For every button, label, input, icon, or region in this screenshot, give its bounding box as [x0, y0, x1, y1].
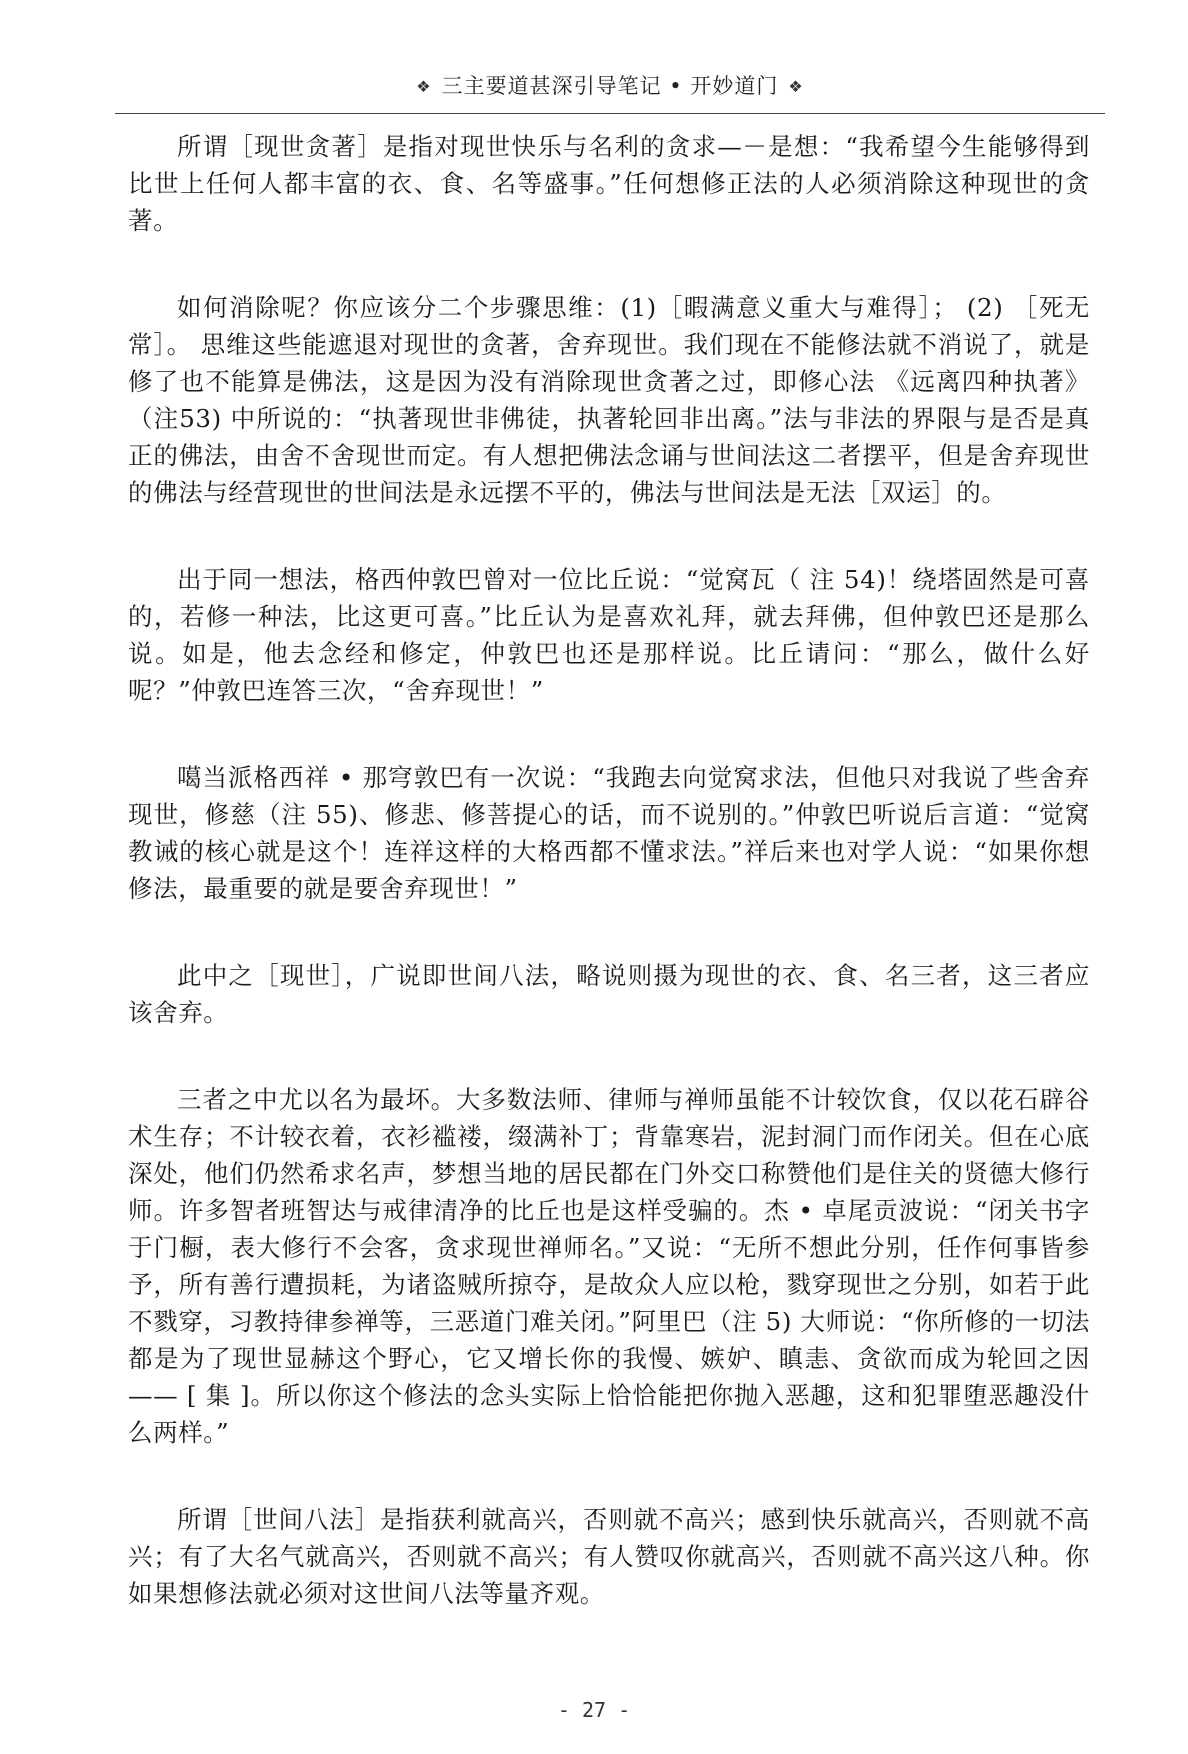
paragraph: 噶当派格西祥 • 那穹敦巴有一次说：“我跑去向觉窝求法，但他只对我说了些舍弃现世，修慈（注 55)、修悲、修菩提心的话，而不说别的。”仲敦巴听说后言道：“觉窝教诫的核心就是这个！连祥这样的大格西都不懂求法。”祥后来也对学人说：“如果你想修法，最重要的就是要舍弃现世！” [128, 763, 1090, 903]
header-title-line [115, 70, 1105, 100]
paragraph: 出于同一想法，格西仲敦巴曾对一位比丘说：“觉窝瓦（ 注 54)！绕塔固然是可喜的，若修一种法，比这更可喜。”比丘认为是喜欢礼拜，就去拜佛，但仲敦巴还是那么说。如是，他去念经和修定，仲敦巴也还是那样说。比丘请问：“那么，做什么好呢？”仲敦巴连答三次，“舍弃现世！” [128, 565, 1090, 705]
body-text [128, 128, 1090, 1612]
paragraph: 如何消除呢？你应该分二个步骤思维：(1)［暇满意义重大与难得］； (2) ［死无常］。 思维这些能遮退对现世的贪著，舍弃现世。我们现在不能修法就不消说了，就是修了也不能算是佛法，这是因为没有消除现世贪著之过，即修心法 《远离四种执著》（注53) 中所说的：“执著现世非佛徒，执著轮回非出离。”法与非法的界限与是否是真正的佛法，由舍不舍现世而定。有人想把佛法念诵与世间法这二者摆平，但是舍弃现世的佛法与经营现世的世间法是永远摆不平的，佛法与世间法是无法［双运］的。 [128, 293, 1090, 507]
running-header [115, 58, 1105, 114]
header-divider [115, 113, 1105, 114]
ornament-left-icon: ❖ [416, 77, 432, 96]
paragraph: 三者之中尤以名为最坏。大多数法师、律师与禅师虽能不计较饮食，仅以花石辟谷术生存；不计较衣着，衣衫褴褛，缀满补丁；背靠寒岩，泥封洞门而作闭关。但在心底深处，他们仍然希求名声，梦想当地的居民都在门外交口称赞他们是住关的贤德大修行师。许多智者班智达与戒律清净的比丘也是这样受骗的。杰 • 卓尾贡波说：“闭关书字于门橱，表大修行不会客，贪求现世禅师名。”又说：“无所不想此分别，任作何事皆参予，所有善行遭损耗，为诸盗贼所掠夺，是故众人应以枪，戮穿现世之分别，如若于此不戮穿，习教持律参禅等，三恶道门难关闭。”阿里巴（注 5) 大师说：“你所修的一切法都是为了现世显赫这个野心，它又增长你的我慢、嫉妒、瞋恚、贪欲而成为轮回之因—— [ 集 ]。所以你这个修法的念头实际上恰恰能把你抛入恶趣，这和犯罪堕恶趣没什么两样。” [128, 1085, 1090, 1447]
ornament-right-icon: ❖ [788, 77, 804, 96]
book-title: 三主要道甚深引导笔记 • 开妙道门 [441, 74, 779, 98]
paragraph: 此中之［现世］，广说即世间八法，略说则摄为现世的衣、食、名三者，这三者应该舍弃。 [128, 961, 1090, 1027]
paragraph: 所谓［世间八法］是指获利就高兴，否则就不高兴；感到快乐就高兴，否则就不高兴；有了大名气就高兴，否则就不高兴；有人赞叹你就高兴，否则就不高兴这八种。你如果想修法就必须对这世间八法等量齐观。 [128, 1505, 1090, 1608]
page-number: - 27 - [557, 1698, 631, 1722]
paragraph: 所谓［现世贪著］是指对现世快乐与名利的贪求—－是想：“我希望今生能够得到比世上任何人都丰富的衣、食、名等盛事。”任何想修正法的人必须消除这种现世的贪著。 [128, 132, 1090, 235]
